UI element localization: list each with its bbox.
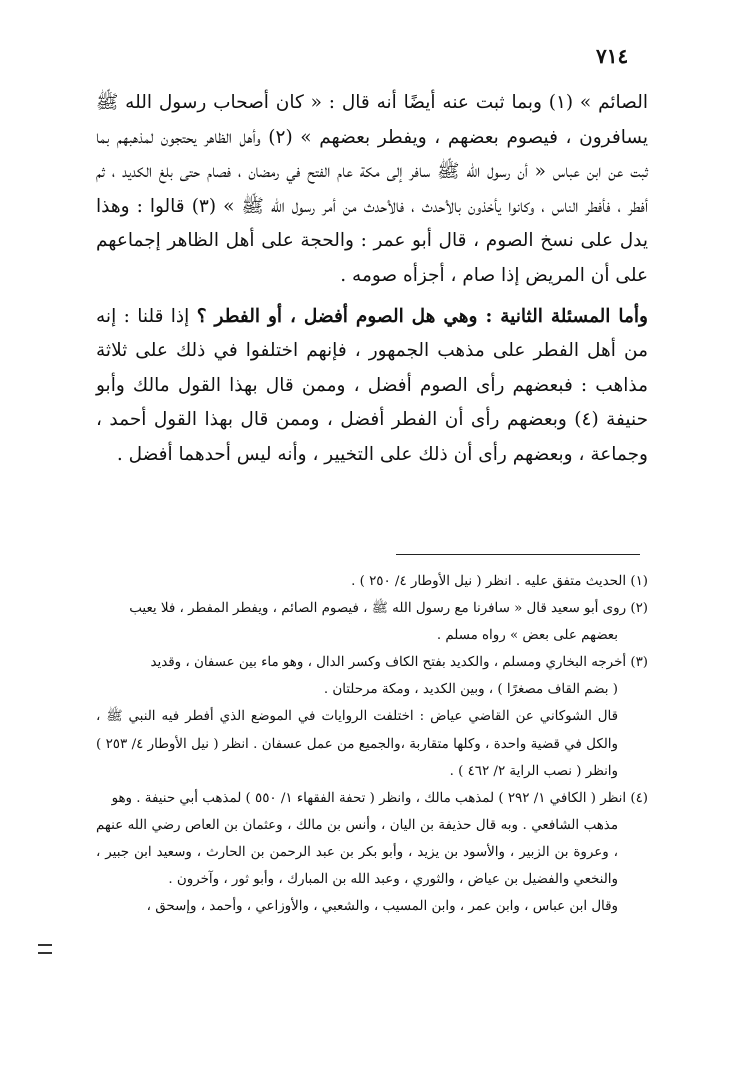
footnote-2 bbox=[96, 595, 648, 649]
footnote-1: (١) الحديث متفق عليه . انظر ( نيل الأوطار ٤/ ٢٥٠ ) . bbox=[351, 574, 648, 589]
footnote-2-continuation: بعضهم على بعض » رواه مسلم . bbox=[436, 628, 618, 644]
page-number: ٧١٤ bbox=[596, 44, 629, 68]
main-text bbox=[96, 86, 648, 473]
paragraph bbox=[96, 300, 648, 473]
footnote-4-continuation: مذهب الشافعي . وبه قال حذيفة بن اليان ، وأنس بن مالك ، وعثمان بن العاص رضي الله عنهم ، وعروة بن الزبير ، والأسود بن يزيد ، وأبو بكر بن عبد الرحمن بن الحارث ، وسعيد ابن جبير ، والنخعي والفضيل بن عياض ، والثوري ، وعبد الله بن المبارك ، وأبو ثور ، وآخرون . bbox=[96, 817, 618, 888]
continuation-mark bbox=[38, 944, 52, 954]
footnote-4-continuation-2: وقال ابن عباس ، وابن عمر ، وابن المسيب ، والشعبي ، والأوزاعي ، وأحمد ، وإسحق ، bbox=[146, 899, 618, 915]
footnote-3-text: (٣) أخرجه البخاري ومسلم ، والكديد بفتح الكاف وكسر الدال ، وهو ماء بين عسفان ، وقديد bbox=[150, 655, 648, 671]
footnote-3-note: قال الشوكاني عن القاضي عياض : اختلفت الروايات في الموضع الذي أفطر فيه النبي ﷺ ، والكل في قضية واحدة ، وكلها متقاربة ،والجميع من عمل عسفان . انظر ( نيل الأوطار ٤/ ٢٥٣ ) وانظر ( نصب الراية ٢/ ٤٦٢ ) . bbox=[96, 709, 618, 779]
section-heading: وأما المسئلة الثانية : وهي هل الصوم أفضل ، أو الفطر ؟ bbox=[196, 305, 648, 327]
footnote-4-text: (٤) انظر ( الكافي ١/ ٢٩٢ ) لمذهب مالك ، وانظر ( تحفة الفقهاء ١/ ٥٥٠ ) لمذهب أبي حنيفة . وهو bbox=[111, 790, 648, 806]
footnotes bbox=[96, 568, 648, 920]
footnote-2-text: (٢) روى أبو سعيد قال « سافرنا مع رسول الله ﷺ ، فيصوم الصائم ، ويفطر المفطر ، فلا يعيب bbox=[129, 601, 648, 617]
footnote-divider bbox=[396, 554, 640, 555]
footnote-4 bbox=[96, 785, 648, 893]
footnote-3-continuation: ( بضم القاف مصغرًا ) ، وبين الكديد ، ومكة مرحلتان . bbox=[323, 682, 618, 698]
paragraph: الصائم » (١) وبما ثبت عنه أيضًا أنه قال : « كان أصحاب رسول الله ﷺ يسافرون ، فيصوم بعضهم ، ويفطر بعضهم » (٢) وأهل الظاهر يحتجون لمذهبهم بما ثبت عن ابن عباس « أن رسول الله ﷺ سافر إلى مكة عام الفتح في رمضان ، فصام حتى بلغ الكديد ، ثم أفطر ، فأفطر الناس ، وكانوا يأخذون بالأحدث ، فالأحدث من أمر رسول الله ﷺ » (٣) قالوا : وهذا يدل على نسخ الصوم ، قال أبو عمر : والحجة على أهل الظاهر إجماعهم على أن المريض إذا صام ، أجزأه صومه . bbox=[96, 92, 649, 286]
paragraph-text: إذا قلنا : إنه من أهل الفطر على مذهب الجمهور ، فإنهم اختلفوا في ذلك على ثلاثة مذاهب : فبعضهم رأى الصوم أفضل ، وممن قال بهذا القول مالك وأبو حنيفة (٤) وبعضهم رأى أن الفطر أفضل ، وممن قال بهذا القول أحمد ، وجماعة ، وبعضهم رأى أن ذلك على التخيير ، وأنه ليس أحدهما أفضل . bbox=[96, 305, 649, 465]
footnote-3 bbox=[96, 649, 648, 703]
